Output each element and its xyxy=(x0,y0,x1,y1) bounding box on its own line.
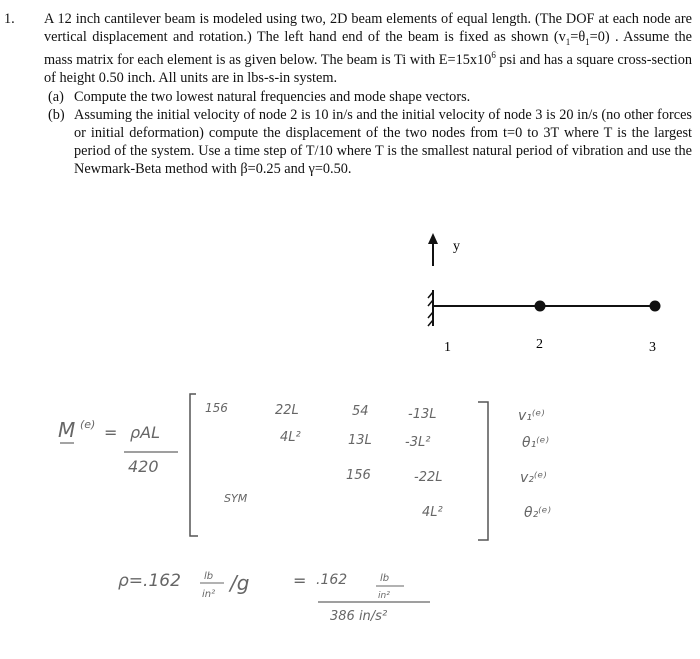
m24: -3L² xyxy=(405,435,431,450)
gravity-value: 386 in/s² xyxy=(330,609,388,624)
node-2-label: 2 xyxy=(536,337,543,352)
dof-v2: v₂⁽ᵉ⁾ xyxy=(520,470,547,486)
mass-matrix-symbol: M xyxy=(58,418,76,442)
mass-equals: = xyxy=(104,423,118,442)
m22: 4L² xyxy=(280,430,301,445)
rho-value: .162 xyxy=(316,572,348,588)
mass-matrix-superscript: (e) xyxy=(80,418,96,431)
problem-number: 1. xyxy=(4,11,15,27)
coefficient-denominator: 420 xyxy=(128,457,159,476)
dof-v1: v₁⁽ᵉ⁾ xyxy=(518,408,545,424)
rho-value-unit-den: in² xyxy=(378,591,390,601)
matrix-left-bracket xyxy=(190,394,198,536)
matrix-right-bracket xyxy=(478,402,488,540)
part-b: (b) Assuming the initial velocity of node 2 is 10 in/s and the initial velocity of node 3 is 20 in/s (no other forces or initial deformation) compute the displacement of the two nodes from t=0 to 3T where T is the largest period of the system. Use a time step of T/10 where T is the smallest natural period of vibration and use the Newmark-Beta method with β=0.25 and γ=0.50. xyxy=(48,106,692,178)
m11: 156 xyxy=(205,401,228,415)
rho-unit-num: lb xyxy=(204,571,214,582)
m12: 22L xyxy=(275,403,299,418)
m44: 4L² xyxy=(422,505,443,520)
node-1-label: 1 xyxy=(444,340,451,355)
rho-unit-den: in² xyxy=(202,589,216,600)
m33: 156 xyxy=(346,468,371,483)
problem-intro: A 12 inch cantilever beam is modeled using two, 2D beam elements of equal length. (The DOF at each node are vertical displacement and rotation.) The left hand end of the beam is fixed as shown $(v_1=\theta_1=0)$ . Assume the mass matrix for each element is as given below. The beam is Ti with $E=15x10^6$ psi and has a square cross-section of height 0.50 inch. All units are in lbs-s-in system. xyxy=(44,11,692,87)
rho-equals: = xyxy=(293,571,307,590)
m13: 54 xyxy=(352,404,369,419)
dof-theta1: θ₁⁽ᵉ⁾ xyxy=(522,435,549,451)
y-axis-label: y xyxy=(453,239,460,254)
rho-divide-g: /g xyxy=(230,571,250,595)
symmetric-label: SYM xyxy=(224,492,248,505)
m14: -13L xyxy=(408,407,437,422)
rho-lhs: ρ=.162 xyxy=(118,571,181,591)
node-3-label: 3 xyxy=(649,340,656,355)
m23: 13L xyxy=(348,433,372,448)
m34: -22L xyxy=(414,470,443,485)
part-a: (a) Compute the two lowest natural frequencies and mode shape vectors. xyxy=(48,88,471,105)
dof-theta2: θ₂⁽ᵉ⁾ xyxy=(524,505,551,521)
coefficient-numerator: ρAL xyxy=(130,423,161,442)
rho-value-unit-num: lb xyxy=(380,573,390,584)
